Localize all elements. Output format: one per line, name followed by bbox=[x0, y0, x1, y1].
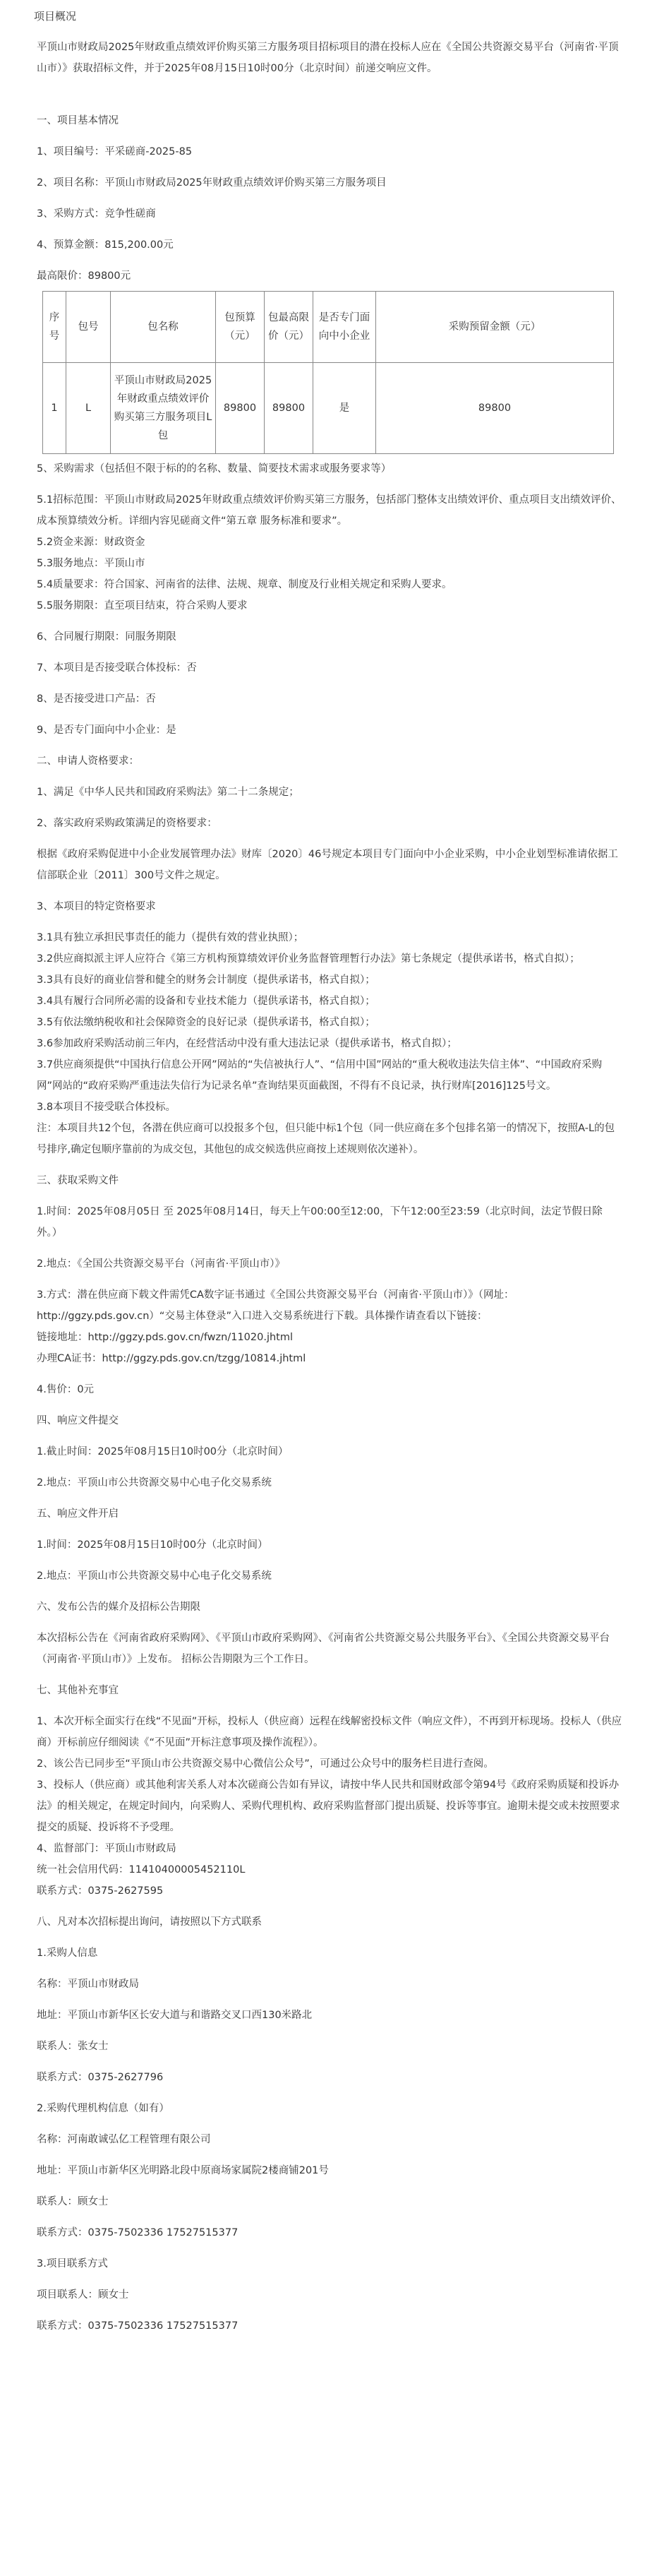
agent-phone: 联系方式：0375-7502336 17527515377 bbox=[37, 2227, 239, 2238]
specific-requirement: 3.6参加政府采购活动前三年内，在经营活动中没有重大违法记录（提供承诺书，格式自拟）； bbox=[37, 1038, 457, 1049]
table-header: 包名称 bbox=[111, 292, 216, 363]
section1-title: 一、项目基本情况 bbox=[37, 115, 119, 126]
requirement-item: 5.1招标范围：平顶山市财政局2025年财政重点绩效评价购买第三方服务，包括部门整体支出绩效评价、重点项目支出绩效评价、成本预算绩效分析。详细内容见磋商文件“第五章 服务标准和要求”。 bbox=[37, 494, 622, 527]
buyer-contact: 联系人：张女士 bbox=[37, 2041, 109, 2052]
qualification-text: 根据《政府采购促进中小企业发展管理办法》财库〔2020〕46号规定本项目专门面向中小企业采购，中小企业划型标准请依据工信部联企业〔2011〕300号文件之规定。 bbox=[37, 849, 618, 881]
section5-title: 五、响应文件开启 bbox=[37, 1508, 119, 1520]
section8-title: 八、凡对本次招标提出询问，请按照以下方式联系 bbox=[37, 1916, 262, 1928]
table-cell: 是 bbox=[313, 363, 376, 454]
buyer-name: 名称：平顶山市财政局 bbox=[37, 1979, 139, 1990]
supplement-item: 联系方式：0375-2627595 bbox=[37, 1885, 164, 1897]
supplement-item: 3、投标人（供应商）或其他利害关系人对本次磋商公告如有异议，请按中华人民共和国财政部令第94号《政府采购质疑和投诉办法》的相关规定，在规定时间内，向采购人、采购代理机构、政府采购监督部门提出质疑、投诉等事宜。逾期未提交或未按照要求提交的质疑、投诉将不予受理。 bbox=[37, 1779, 620, 1833]
buyer-title: 1.采购人信息 bbox=[37, 1948, 98, 1959]
qualification-item: 3、本项目的特定资格要求 bbox=[37, 901, 156, 912]
specific-requirement: 3.2供应商拟派主评人应符合《第三方机构预算绩效评价业务监督管理暂行办法》第七条规定（提供承诺书，格式自拟）； bbox=[37, 953, 580, 965]
table-cell: 1 bbox=[43, 363, 66, 454]
consortium: 7、本项目是否接受联合体投标：否 bbox=[37, 662, 197, 674]
table-row bbox=[43, 363, 614, 454]
project-name: 2、项目名称：平顶山市财政局2025年财政重点绩效评价购买第三方服务项目 bbox=[37, 177, 387, 189]
section7-title: 七、其他补充事宜 bbox=[37, 1685, 119, 1696]
imports: 8、是否接受进口产品：否 bbox=[37, 693, 156, 705]
agent-contact: 联系人：顾女士 bbox=[37, 2196, 109, 2207]
announcement-body bbox=[34, 6, 622, 2337]
section3-title: 三、获取采购文件 bbox=[37, 1175, 119, 1186]
table-header: 包号 bbox=[66, 292, 111, 363]
project-phone: 联系方式：0375-7502336 17527515377 bbox=[37, 2320, 239, 2332]
opening-time: 1.时间：2025年08月15日10时00分（北京时间） bbox=[37, 1539, 268, 1551]
obtain-time: 1.时间：2025年08月05日 至 2025年08月14日，每天上午00:00至12:00，下午12:00至23:59（北京时间，法定节假日除外。） bbox=[37, 1206, 603, 1239]
package-table bbox=[42, 291, 614, 454]
specific-requirement: 3.3具有良好的商业信誉和健全的财务会计制度（提供承诺书，格式自拟）； bbox=[37, 974, 375, 986]
ca-link[interactable]: 办理CA证书：http://ggzy.pds.gov.cn/tzgg/10814.jhtml bbox=[37, 1353, 306, 1364]
sme: 9、是否专门面向中小企业：是 bbox=[37, 724, 176, 736]
submit-deadline: 1.截止时间：2025年08月15日10时00分（北京时间） bbox=[37, 1446, 289, 1457]
project-contact: 项目联系人：顾女士 bbox=[37, 2289, 129, 2301]
project-number: 1、项目编号：平采磋商-2025-85 bbox=[37, 146, 193, 157]
specific-requirement: 3.8本项目不接受联合体投标。 bbox=[37, 1102, 176, 1113]
table-cell: 89800 bbox=[265, 363, 313, 454]
requirement-title: 5、采购需求（包括但不限于标的的名称、数量、简要技术需求或服务要求等） bbox=[37, 463, 392, 475]
table-header: 采购预留金额（元） bbox=[376, 292, 614, 363]
table-cell: 89800 bbox=[376, 363, 614, 454]
media-text: 本次招标公告在《河南省政府采购网》、《平顶山市政府采购网》、《河南省公共资源交易公共服务平台》、《全国公共资源交易平台（河南省·平顶山市）》上发布。 招标公告期限为三个工作日。 bbox=[37, 1633, 610, 1665]
download-link[interactable]: 链接地址：http://ggzy.pds.gov.cn/fwzn/11020.jhtml bbox=[37, 1332, 294, 1343]
specific-requirement: 3.5有依法缴纳税收和社会保障资金的良好记录（提供承诺书，格式自拟）； bbox=[37, 1017, 375, 1028]
specific-requirement: 3.1具有独立承担民事责任的能力（提供有效的营业执照）； bbox=[37, 932, 304, 943]
document-price: 4.售价：0元 bbox=[37, 1384, 95, 1395]
section6-title: 六、发布公告的媒介及招标公告期限 bbox=[37, 1602, 200, 1613]
buyer-phone: 联系方式：0375-2627796 bbox=[37, 2072, 164, 2083]
requirement-item: 5.4质量要求：符合国家、河南省的法律、法规、规章、制度及行业相关规定和采购人要求。 bbox=[37, 579, 452, 590]
section4-title: 四、响应文件提交 bbox=[37, 1415, 119, 1426]
requirement-item: 5.5服务期限：直至项目结束，符合采购人要求 bbox=[37, 600, 248, 612]
supplement-item: 4、监督部门：平顶山市财政局 bbox=[37, 1843, 176, 1854]
qualification-item: 1、满足《中华人民共和国政府采购法》第二十二条规定； bbox=[37, 787, 299, 798]
qualification-item: 2、落实政府采购政策满足的资格要求： bbox=[37, 818, 217, 829]
specific-requirement: 3.7供应商须提供“中国执行信息公开网”网站的“失信被执行人”、“信用中国”网站的“重大税收违法失信主体”、“中国政府采购网”网站的“政府采购严重违法失信行为记录名单”查询结果页面截图，不得有不良记录，执行财库[2016]125号文。 bbox=[37, 1059, 603, 1092]
section2-title: 二、申请人资格要求： bbox=[37, 756, 139, 767]
supplement-item: 1、本次开标全面实行在线“不见面”开标，投标人（供应商）远程在线解密投标文件（响应文件），不再到开标现场。投标人（供应商）开标前应仔细阅读《“不见面”开标注意事项及操作流程》）。 bbox=[37, 1716, 622, 1748]
table-cell: L bbox=[66, 363, 111, 454]
table-cell: 89800 bbox=[216, 363, 265, 454]
requirement-item: 5.3服务地点：平顶山市 bbox=[37, 558, 145, 569]
max-price: 最高限价：89800元 bbox=[37, 270, 131, 282]
buyer-address: 地址：平顶山市新华区长安大道与和谐路交叉口西130米路北 bbox=[37, 2010, 313, 2021]
procurement-method: 3、采购方式：竞争性磋商 bbox=[37, 208, 156, 220]
supplement-item: 统一社会信用代码：11410400005452110L bbox=[37, 1864, 246, 1876]
table-header: 序号 bbox=[43, 292, 66, 363]
specific-requirement: 3.4具有履行合同所必需的设备和专业技术能力（提供承诺书，格式自拟）； bbox=[37, 996, 375, 1007]
table-header-row bbox=[43, 292, 614, 363]
budget-amount: 4、预算金额：815,200.00元 bbox=[37, 239, 174, 251]
supplement-item: 2、该公告已同步至“平顶山市公共资源交易中心微信公众号”，可通过公众号中的服务栏目进行查阅。 bbox=[37, 1758, 494, 1770]
package-note: 注：本项目共12个包，各潜在供应商可以投报多个包，但只能中标1个包（同一供应商在多个包排名第一的情况下，按照A-L的包号排序,确定包顺序靠前的为成交包，其他包的成交候选供应商按上述规则依次递补）。 bbox=[37, 1123, 615, 1155]
table-header: 包预算（元） bbox=[216, 292, 265, 363]
table-cell: 平顶山市财政局2025年财政重点绩效评价购买第三方服务项目L包 bbox=[111, 363, 216, 454]
overview-text: 平顶山市财政局2025年财政重点绩效评价购买第三方服务项目招标项目的潜在投标人应在《全国公共资源交易平台（河南省·平顶山市）》获取招标文件，并于2025年08月15日10时00分（北京时间）前递交响应文件。 bbox=[37, 42, 619, 74]
opening-place: 2.地点：平顶山市公共资源交易中心电子化交易系统 bbox=[37, 1570, 272, 1582]
table-header: 是否专门面向中小企业 bbox=[313, 292, 376, 363]
overview-title: 项目概况 bbox=[34, 10, 77, 23]
project-contact-title: 3.项目联系方式 bbox=[37, 2258, 108, 2270]
contract-period: 6、合同履行期限：同服务期限 bbox=[37, 631, 176, 643]
agent-title: 2.采购代理机构信息（如有） bbox=[37, 2103, 169, 2114]
agent-name: 名称：河南敢诚弘亿工程管理有限公司 bbox=[37, 2134, 211, 2145]
table-header: 包最高限价（元） bbox=[265, 292, 313, 363]
requirement-item: 5.2资金来源：财政资金 bbox=[37, 537, 145, 548]
obtain-place: 2.地点：《全国公共资源交易平台（河南省·平顶山市）》 bbox=[37, 1258, 285, 1270]
agent-address: 地址：平顶山市新华区光明路北段中原商场家属院2楼商铺201号 bbox=[37, 2165, 329, 2176]
obtain-method: 3.方式：潜在供应商下载文件需凭CA数字证书通过《全国公共资源交易平台（河南省·平顶山市）》（网址：http://ggzy.pds.gov.cn）“交易主体登录”入口进入交易系统进行下载。具体操作请查看以下链接： bbox=[37, 1289, 514, 1322]
submit-place: 2.地点：平顶山市公共资源交易中心电子化交易系统 bbox=[37, 1477, 272, 1489]
